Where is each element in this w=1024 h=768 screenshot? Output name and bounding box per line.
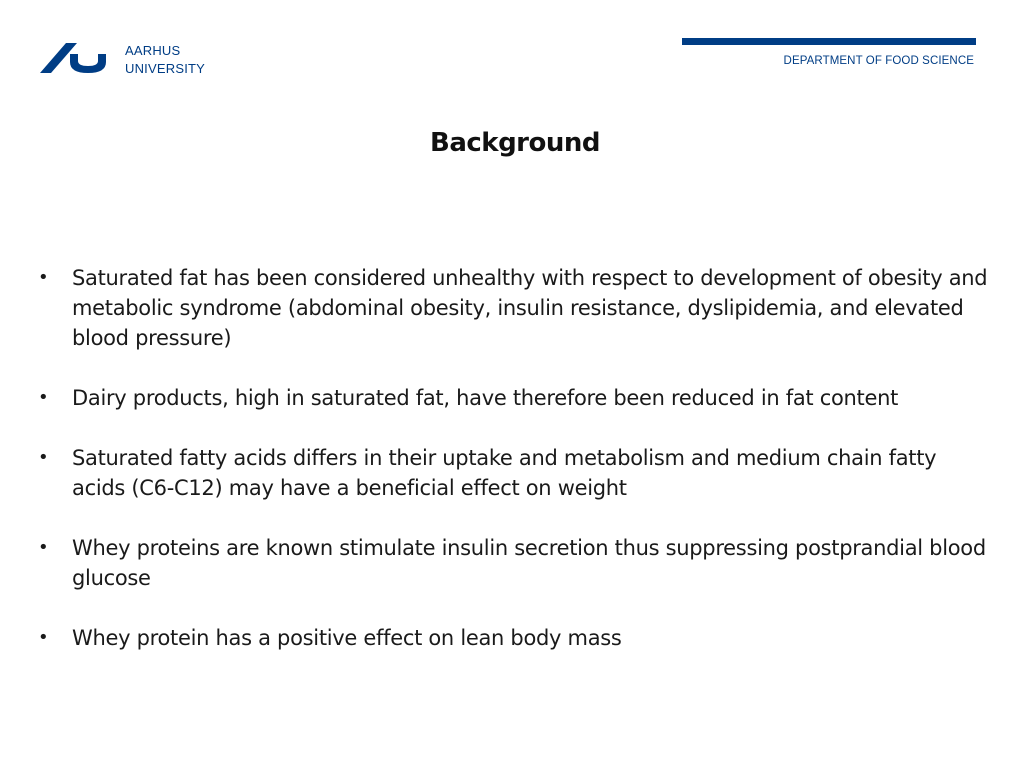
bullet-item [38, 533, 988, 593]
logo-wordmark [125, 42, 205, 78]
bullet-marker: • [38, 267, 49, 288]
aarhus-university-seal-icon [40, 40, 110, 76]
bullet-marker: • [38, 627, 49, 648]
slide-title: Background [430, 128, 600, 158]
bullet-text: Whey proteins are known stimulate insulin secretion thus suppressing postprandial blood glucose [72, 536, 986, 590]
bullet-item [38, 443, 988, 503]
department-name: DEPARTMENT OF FOOD SCIENCE [783, 55, 974, 67]
bullet-marker: • [38, 447, 49, 468]
logo-line-2: UNIVERSITY [125, 61, 206, 76]
bullet-marker: • [38, 387, 49, 408]
logo-line-1: AARHUS [125, 43, 181, 58]
bullet-list [38, 263, 988, 683]
university-logo [40, 40, 220, 80]
bullet-text: Whey protein has a positive effect on lean body mass [72, 626, 622, 650]
department-rule [682, 38, 976, 45]
bullet-text: Dairy products, high in saturated fat, have therefore been reduced in fat content [72, 386, 899, 410]
bullet-text: Saturated fatty acids differs in their uptake and metabolism and medium chain fatty acids (C6-C12) may have a beneficial effect on weight [72, 446, 937, 500]
bullet-text: Saturated fat has been considered unhealthy with respect to development of obesity and metabolic syndrome (abdominal obesity, insulin resistance, dyslipidemia, and elevated blood pressure) [72, 266, 988, 350]
bullet-marker: • [38, 537, 49, 558]
bullet-item [38, 263, 988, 353]
bullet-item [38, 383, 988, 413]
bullet-item [38, 623, 988, 653]
